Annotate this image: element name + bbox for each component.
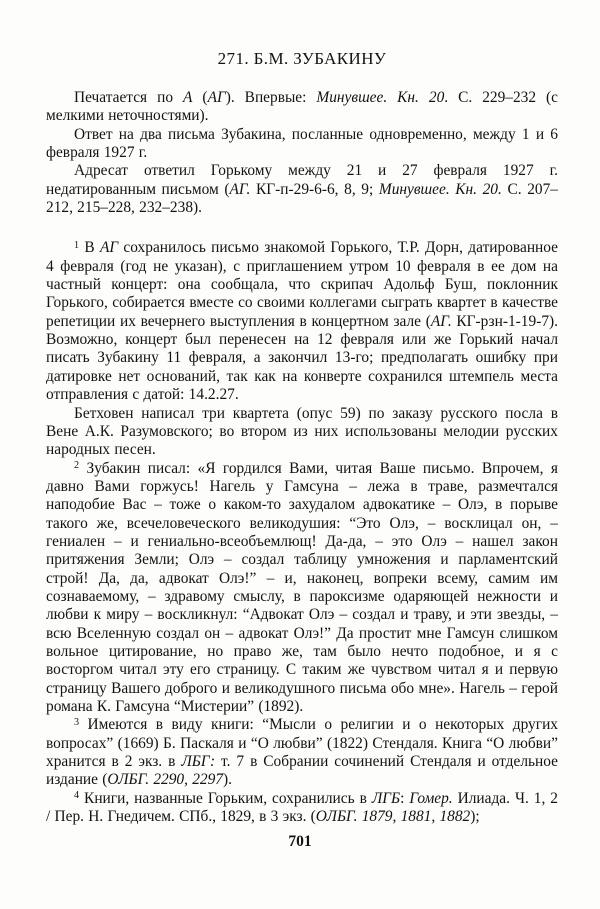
footnote-marker: 3 [74, 716, 80, 728]
footnote-1-beethoven-note [46, 405, 558, 460]
text-run: : [400, 789, 410, 807]
publication-note [46, 89, 558, 126]
text-run: Минувшее. Кн. 20. [378, 180, 502, 198]
text-run: Зубакин писал: «Я гордился Вами, читая Ваше письмо. Впрочем, я давно Вами горжусь! Нагель у Гамсуна – лежа в траве, размечтался наподобие Вас – тоже о каком-то захудалом адвокатике – Олэ, в порыве такого же, всечеловеческого великодушия: “Это Олэ, – восклицал он, – гениален – и гениально-всеобъемлющ! Да-да, – это Олэ – нашел закон притяжения Земли; Олэ – создал таблицу умножения и парламентский строй! Да, да, адвокат Олэ!” – и, наконец, вопреки всему, самим им сознаваемому, – здравому смыслу, в пароксизме одаряющей нежности и любви к миру – воскликнул: “Адвокат Олэ – создал и траву, и эти звезды, – всю Вселенную создал он – адвокат Олэ!” Да простит мне Гамсун слишком вольное цитирование, но право же, там было нечто подобное, и я с восторгом читал эту его страницу. С таким же чувством читал я и первую страницу Вашего доброго и великодушного письма обо мне». Нагель – герой романа К. Гамсуна “Мистерии” (1892). [46, 459, 558, 715]
text-run: КГ-рзн-1-19-7). Возможно, концерт был перенесен на 12 февраля или же Горький начал писать Зубакину 11 февраля, а закончил 13-го; предполагать ошибку при датировке нет оснований, так как на конверте сохранился штемпель места отправления с датой: 14.2.27. [46, 312, 558, 404]
text-run: КГ-п-29-6-6, 8, 9; [250, 180, 379, 198]
text-run: Гомер. [409, 789, 453, 807]
footnote-4 [46, 790, 558, 827]
footnote-marker: 1 [74, 239, 80, 251]
text-block [46, 50, 558, 826]
text-run: ОЛБГ. 1879, 1881, 1882 [315, 808, 471, 826]
text-run: ( [192, 89, 208, 106]
text-run: АГ [207, 89, 226, 106]
reply-note [46, 126, 558, 163]
text-run: . С. 229–232 (с мелкими неточностями). [46, 89, 559, 125]
text-run: ОЛБГ. 2290, 2297 [107, 771, 223, 789]
text-run: т. 7 в Собрании сочинений Стендаля и отдельное издание ( [46, 753, 558, 789]
text-run: ). Впервые: [225, 89, 317, 106]
text-run: ). [222, 771, 232, 789]
text-run: С. 207–212, 215–228, 232–238). [46, 180, 558, 217]
text-run: АГ [99, 239, 119, 257]
text-run: Печатается по [74, 89, 184, 106]
addressee-reply-note [46, 162, 558, 217]
text-run: сохранилось письмо знакомой Горького, Т.Р. Дорн, датированное 4 февраля (год не указан), с приглашением утром 10 февраля в ее дом на частный концерт: она сообщала, что скрипач Адольф Буш, поклонник Горького, собирается вместе со своими коллегами сыграть квартет в качестве репетиции их вечернего выступления в концертном зале ( [46, 239, 559, 330]
text-run: Бетховен написал три квартета (опус 59) по заказу русского посла в Вене А.К. Разумовского; во втором из них использованы мелодии русских народных песен. [46, 404, 558, 459]
text-run: Минувшее. Кн. 20 [316, 89, 445, 106]
text-run: Ответ на два письма Зубакина, посланные одновременно, между 1 и 6 февраля 1927 г. [46, 125, 558, 162]
text-run: ); [470, 808, 480, 826]
text-run: ЛБГ: [181, 753, 216, 771]
text-run: АГ. [229, 180, 251, 198]
footnote-1 [46, 239, 558, 404]
text-run: Илиада. Ч. 1, 2 / Пер. Н. Гнедичем. СПб., 1829, в 3 экз. ( [46, 789, 558, 826]
text-run: Адресат ответил Горькому между 21 и 27 февраля 1927 г. недатированным письмом ( [46, 162, 558, 198]
footnote-2 [46, 460, 558, 717]
footnote-marker: 2 [74, 459, 80, 471]
footnote-marker: 4 [74, 790, 80, 802]
text-run: АГ. [430, 312, 452, 330]
page-number: 701 [288, 833, 312, 850]
text-run: А [183, 89, 193, 106]
page-title: 271. Б.М. ЗУБАКИНУ [217, 49, 387, 68]
text-run: Имеются в виду книги: “Мысли о религии и о некоторых других вопросах” (1669) Б. Паскаля и “О любви” (1822) Стендаля. Книга “О любви” хранится в 2 экз. в [46, 716, 558, 771]
text-run: ЛГБ [371, 789, 401, 807]
text-run: В [79, 239, 100, 257]
text-run: Книги, названные Горьким, сохранились в [79, 789, 372, 807]
footnote-3 [46, 716, 558, 789]
